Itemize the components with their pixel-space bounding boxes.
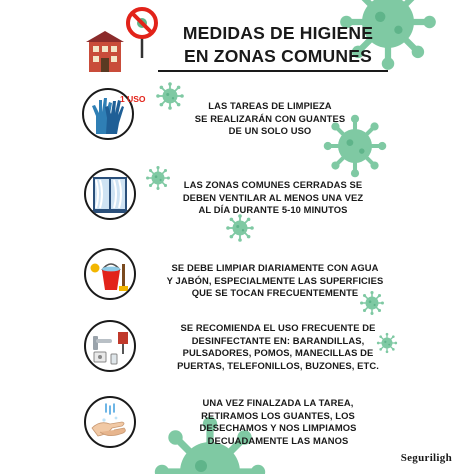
item-line: DECUADAMENTE LAS MANOS	[207, 434, 349, 446]
item-text-5	[163, 397, 393, 447]
item-line: QUE SE TOCAN FRECUENTEMENTE	[191, 287, 359, 298]
item-line: SE REALIZARÁN CON GUANTES	[194, 112, 346, 124]
single-use-badge: 1 USO	[120, 94, 146, 104]
item-text-1	[170, 100, 370, 138]
item-text-2	[158, 179, 388, 217]
window-icon	[86, 170, 134, 218]
brand-logo: Seguriligh	[400, 452, 452, 464]
page-title	[158, 22, 398, 68]
hand-washing-icon	[86, 398, 134, 446]
virus-icon	[226, 214, 254, 242]
item-icon-circle	[84, 248, 136, 300]
item-line: Y JABÓN, ESPECIALMENTE LAS SUPERFICIES	[166, 274, 384, 286]
title-line-1: MEDIDAS DE HIGIENE	[182, 23, 374, 43]
item-line: PULSADORES, POMOS, MANECILLAS DE	[182, 347, 374, 358]
item-line: SE RECOMIENDA EL USO FRECUENTE DE	[180, 322, 376, 333]
item-line: DESINFECTANTE EN: BARANDILLAS,	[191, 334, 365, 346]
item-line: RETIRAMOS LOS GUANTES, LOS	[201, 409, 355, 421]
item-text-4	[158, 322, 398, 372]
item-line: AL DÍA DURANTE 5-10 MINUTOS	[198, 204, 348, 215]
no-virus-sign-icon	[122, 6, 162, 58]
item-icon-circle	[84, 320, 136, 372]
item-text-3	[150, 262, 400, 300]
item-icon-circle	[84, 396, 136, 448]
item-line: DESECHAMOS Y NOS LIMPIAMOS	[199, 422, 357, 433]
title-line-2: EN ZONAS COMUNES	[184, 46, 372, 66]
item-icon-circle	[84, 168, 136, 220]
cleaning-bucket-icon	[86, 250, 134, 298]
building-icon	[84, 28, 126, 74]
title-underline	[158, 70, 388, 72]
item-line: LAS ZONAS COMUNES CERRADAS SE	[183, 179, 363, 190]
item-line: SE DEBE LIMPIAR DIARIAMENTE CON AGUA	[171, 262, 379, 273]
item-line: PUERTAS, TELEFONILLOS, BUZONES, ETC.	[177, 359, 379, 371]
item-line: UNA VEZ FINALZADA LA TAREA,	[202, 397, 354, 408]
item-line: LAS TAREAS DE LIMPIEZA	[208, 100, 332, 111]
item-line: DEBEN VENTILAR AL MENOS UNA VEZ	[182, 191, 364, 203]
door-handle-icon	[86, 322, 134, 370]
item-line: DE UN SOLO USO	[228, 125, 312, 136]
